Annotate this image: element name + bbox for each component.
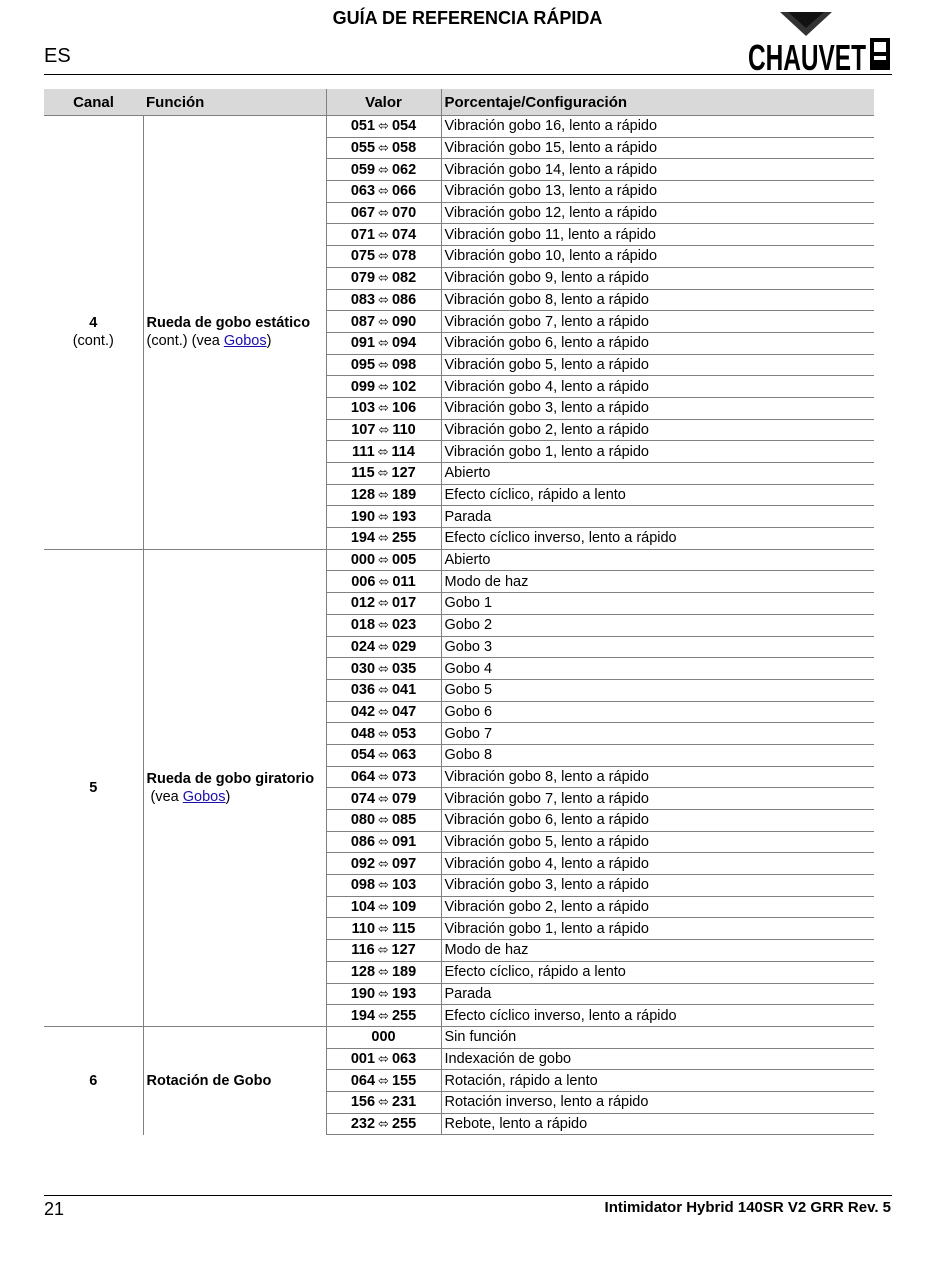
setting-description: Sin función: [441, 1026, 874, 1048]
setting-description: Efecto cíclico inverso, lento a rápido: [441, 1005, 874, 1027]
value-from: 074: [350, 790, 376, 807]
dmx-value-range: [326, 354, 441, 376]
svg-text:CHAUVET: CHAUVET: [748, 37, 866, 78]
range-arrow-icon: ⬄: [378, 1050, 389, 1066]
function-name: Rotación de Gobo: [146, 1072, 272, 1089]
value-to: 066: [391, 183, 417, 200]
value-from: 006: [351, 573, 376, 590]
value-to: 189: [391, 487, 417, 504]
value-to: 063: [391, 1050, 417, 1067]
value-from: 067: [350, 205, 376, 222]
chauvet-dj-logo: [748, 10, 894, 78]
dmx-value-range: [326, 983, 441, 1005]
value-from: 024: [350, 638, 376, 655]
value-from: 128: [350, 964, 376, 981]
dmx-value-range: [326, 463, 441, 485]
table-row: [44, 1026, 874, 1048]
document-title: Intimidator Hybrid 140SR V2 GRR Rev. 5: [604, 1199, 891, 1216]
range-arrow-icon: ⬄: [378, 335, 389, 351]
range-arrow-icon: ⬄: [378, 226, 389, 242]
value-from: 071: [350, 226, 376, 243]
setting-description: Vibración gobo 7, lento a rápido: [441, 788, 874, 810]
dmx-value-range: [326, 940, 441, 962]
dmx-value-range: [326, 332, 441, 354]
value-from: 083: [350, 291, 376, 308]
value-to: 079: [391, 790, 417, 807]
value-from: 051: [350, 118, 376, 135]
dmx-value-range: [326, 679, 441, 701]
channel-cell: [44, 116, 143, 550]
value-to: 115: [391, 920, 416, 937]
table-row: [44, 549, 874, 571]
value-from: 111: [352, 443, 375, 460]
setting-description: Vibración gobo 12, lento a rápido: [441, 202, 874, 224]
dmx-value-range: [326, 658, 441, 680]
value-from: 000: [371, 1029, 396, 1046]
value-to: 106: [391, 400, 417, 417]
channel-number: 4: [89, 315, 98, 332]
setting-description: Efecto cíclico, rápido a lento: [441, 484, 874, 506]
setting-description: Parada: [441, 983, 874, 1005]
range-arrow-icon: ⬄: [377, 443, 389, 459]
dmx-value-range: [326, 246, 441, 268]
value-to: 193: [391, 985, 417, 1002]
dmx-value-range: [326, 788, 441, 810]
setting-description: Vibración gobo 2, lento a rápido: [441, 896, 874, 918]
range-arrow-icon: ⬄: [378, 660, 389, 676]
range-arrow-icon: ⬄: [377, 465, 389, 481]
function-cell: [143, 549, 326, 1026]
table-header-row: [44, 89, 874, 116]
setting-description: Vibración gobo 7, lento a rápido: [441, 311, 874, 333]
dmx-value-range: [326, 1026, 441, 1048]
range-arrow-icon: ⬄: [378, 530, 389, 546]
dmx-value-range: [326, 116, 441, 138]
range-arrow-icon: ⬄: [378, 812, 389, 828]
value-from: 098: [350, 877, 376, 894]
value-to: 063: [391, 747, 417, 764]
range-arrow-icon: ⬄: [378, 140, 389, 156]
value-from: 075: [350, 248, 376, 265]
range-arrow-icon: ⬄: [378, 1007, 389, 1023]
dmx-value-range: [326, 918, 441, 940]
dmx-value-range: [326, 528, 441, 550]
value-from: 064: [350, 768, 376, 785]
setting-description: Gobo 5: [441, 679, 874, 701]
value-from: 012: [350, 595, 376, 612]
value-to: 023: [391, 617, 417, 634]
dmx-value-range: [326, 810, 441, 832]
range-arrow-icon: ⬄: [377, 942, 389, 958]
value-from: 087: [350, 313, 376, 330]
function-note-end: ): [225, 788, 231, 805]
setting-description: Gobo 3: [441, 636, 874, 658]
value-to: 127: [391, 942, 416, 959]
dmx-value-range: [326, 593, 441, 615]
range-arrow-icon: ⬄: [378, 313, 389, 329]
setting-description: Vibración gobo 1, lento a rápido: [441, 918, 874, 940]
value-to: 098: [391, 356, 417, 373]
range-arrow-icon: ⬄: [378, 790, 389, 806]
value-to: 011: [392, 573, 416, 590]
setting-description: Vibración gobo 2, lento a rápido: [441, 419, 874, 441]
page-number: 21: [44, 1199, 65, 1219]
gobos-link[interactable]: Gobos: [223, 333, 267, 350]
dmx-value-range: [326, 1113, 441, 1135]
setting-description: Vibración gobo 16, lento a rápido: [441, 116, 874, 138]
value-from: 018: [350, 617, 376, 634]
range-arrow-icon: ⬄: [378, 638, 389, 654]
value-to: 029: [391, 638, 417, 655]
setting-description: Gobo 1: [441, 593, 874, 615]
value-to: 017: [391, 595, 417, 612]
value-to: 035: [391, 660, 417, 677]
value-to: 062: [391, 161, 417, 178]
range-arrow-icon: ⬄: [378, 573, 390, 589]
range-arrow-icon: ⬄: [378, 508, 389, 524]
range-arrow-icon: ⬄: [378, 617, 389, 633]
range-arrow-icon: ⬄: [378, 205, 389, 221]
footer-rule: [44, 1195, 892, 1196]
value-to: 085: [391, 812, 417, 829]
value-to: 091: [391, 834, 417, 851]
dmx-value-range: [326, 484, 441, 506]
value-from: 055: [350, 140, 376, 157]
dmx-value-range: [326, 961, 441, 983]
value-to: 114: [391, 443, 415, 460]
setting-description: Vibración gobo 15, lento a rápido: [441, 137, 874, 159]
value-to: 155: [391, 1072, 417, 1089]
value-from: 091: [350, 335, 376, 352]
setting-description: Vibración gobo 8, lento a rápido: [441, 766, 874, 788]
language-code: ES: [44, 45, 71, 67]
setting-description: Modo de haz: [441, 940, 874, 962]
value-to: 086: [391, 291, 417, 308]
channel-cell: [44, 549, 143, 1026]
value-from: 054: [350, 747, 376, 764]
dmx-value-range: [326, 311, 441, 333]
range-arrow-icon: ⬄: [378, 1072, 389, 1088]
setting-description: Vibración gobo 10, lento a rápido: [441, 246, 874, 268]
function-note-end: ): [266, 333, 272, 350]
value-to: 070: [391, 205, 417, 222]
dmx-value-range: [326, 159, 441, 181]
range-arrow-icon: ⬄: [378, 920, 389, 936]
range-arrow-icon: ⬄: [378, 248, 389, 264]
value-from: 107: [351, 421, 376, 438]
dmx-value-range: [326, 181, 441, 203]
value-from: 080: [350, 812, 376, 829]
function-note: (cont.) (vea: [146, 333, 224, 350]
range-arrow-icon: ⬄: [378, 1094, 389, 1110]
value-from: 194: [350, 1007, 376, 1024]
setting-description: Efecto cíclico, rápido a lento: [441, 961, 874, 983]
channel-note: (cont.): [72, 333, 114, 350]
value-from: 079: [350, 270, 376, 287]
setting-description: Vibración gobo 13, lento a rápido: [441, 181, 874, 203]
range-arrow-icon: ⬄: [378, 291, 389, 307]
dmx-channel-table: [44, 89, 874, 1135]
dmx-value-range: [326, 831, 441, 853]
range-arrow-icon: ⬄: [378, 552, 389, 568]
dmx-value-range: [326, 744, 441, 766]
setting-description: Gobo 2: [441, 614, 874, 636]
function-name: Rueda de gobo estático: [146, 315, 311, 332]
dmx-value-range: [326, 419, 441, 441]
dmx-value-range: [326, 1005, 441, 1027]
value-from: 128: [350, 487, 376, 504]
value-from: 190: [350, 508, 376, 525]
dmx-value-range: [326, 549, 441, 571]
dmx-value-range: [326, 853, 441, 875]
range-arrow-icon: ⬄: [378, 747, 389, 763]
gobos-link[interactable]: Gobos: [182, 788, 226, 805]
dmx-value-range: [326, 441, 441, 463]
range-arrow-icon: ⬄: [378, 725, 389, 741]
setting-description: Indexación de gobo: [441, 1048, 874, 1070]
table-row: [44, 116, 874, 138]
header-rule: [44, 74, 892, 75]
setting-description: Vibración gobo 4, lento a rápido: [441, 376, 874, 398]
value-to: 255: [391, 1115, 417, 1132]
dmx-value-range: [326, 376, 441, 398]
value-from: 036: [350, 682, 376, 699]
value-to: 074: [391, 226, 417, 243]
range-arrow-icon: ⬄: [378, 378, 389, 394]
value-from: 190: [350, 985, 376, 1002]
value-to: 053: [391, 725, 417, 742]
range-arrow-icon: ⬄: [378, 985, 389, 1001]
value-from: 115: [351, 465, 375, 482]
dmx-value-range: [326, 1070, 441, 1092]
value-from: 042: [350, 703, 376, 720]
setting-description: Vibración gobo 6, lento a rápido: [441, 332, 874, 354]
dmx-value-range: [326, 137, 441, 159]
value-to: 231: [391, 1094, 417, 1111]
range-arrow-icon: ⬄: [378, 834, 389, 850]
setting-description: Vibración gobo 5, lento a rápido: [441, 354, 874, 376]
dmx-value-range: [326, 571, 441, 593]
value-to: 102: [391, 378, 417, 395]
setting-description: Rotación, rápido a lento: [441, 1070, 874, 1092]
column-header-canal: Canal: [44, 89, 143, 116]
dmx-value-range: [326, 766, 441, 788]
setting-description: Vibración gobo 5, lento a rápido: [441, 831, 874, 853]
dmx-value-range: [326, 202, 441, 224]
range-arrow-icon: ⬄: [378, 118, 389, 134]
range-arrow-icon: ⬄: [378, 855, 389, 871]
value-to: 005: [391, 552, 417, 569]
function-cell: [143, 1026, 326, 1134]
range-arrow-icon: ⬄: [378, 703, 389, 719]
setting-description: Modo de haz: [441, 571, 874, 593]
value-to: 073: [391, 768, 417, 785]
value-to: 255: [391, 1007, 417, 1024]
range-arrow-icon: ⬄: [378, 899, 389, 915]
function-cell: [143, 116, 326, 550]
value-to: 058: [391, 140, 417, 157]
value-to: 189: [391, 964, 417, 981]
value-from: 232: [350, 1115, 376, 1132]
function-note: (vea: [146, 788, 183, 805]
value-to: 041: [391, 682, 417, 699]
column-header-valor: Valor: [326, 89, 441, 116]
channel-cell: [44, 1026, 143, 1134]
dmx-value-range: [326, 1091, 441, 1113]
setting-description: Vibración gobo 14, lento a rápido: [441, 159, 874, 181]
setting-description: Gobo 7: [441, 723, 874, 745]
range-arrow-icon: ⬄: [378, 421, 390, 437]
value-to: 255: [391, 530, 417, 547]
value-from: 063: [350, 183, 376, 200]
dmx-value-range: [326, 1048, 441, 1070]
setting-description: Gobo 6: [441, 701, 874, 723]
range-arrow-icon: ⬄: [378, 964, 389, 980]
setting-description: Abierto: [441, 549, 874, 571]
value-to: 094: [391, 335, 417, 352]
setting-description: Vibración gobo 4, lento a rápido: [441, 853, 874, 875]
value-to: 078: [391, 248, 417, 265]
value-from: 030: [350, 660, 376, 677]
value-to: 110: [392, 421, 416, 438]
value-from: 092: [350, 855, 376, 872]
range-arrow-icon: ⬄: [378, 682, 389, 698]
value-from: 110: [351, 920, 376, 937]
dmx-value-range: [326, 636, 441, 658]
value-from: 064: [350, 1072, 376, 1089]
setting-description: Rebote, lento a rápido: [441, 1113, 874, 1135]
value-to: 109: [391, 899, 417, 916]
value-to: 082: [391, 270, 417, 287]
value-from: 156: [350, 1094, 376, 1111]
range-arrow-icon: ⬄: [378, 400, 389, 416]
range-arrow-icon: ⬄: [378, 161, 389, 177]
setting-description: Parada: [441, 506, 874, 528]
dmx-value-range: [326, 267, 441, 289]
value-from: 086: [350, 834, 376, 851]
range-arrow-icon: ⬄: [378, 595, 389, 611]
value-to: 054: [391, 118, 417, 135]
setting-description: Vibración gobo 3, lento a rápido: [441, 397, 874, 419]
value-to: 097: [391, 855, 417, 872]
setting-description: Efecto cíclico inverso, lento a rápido: [441, 528, 874, 550]
dmx-value-range: [326, 875, 441, 897]
column-header-funcion: Función: [143, 89, 326, 116]
setting-description: Vibración gobo 6, lento a rápido: [441, 810, 874, 832]
setting-description: Vibración gobo 11, lento a rápido: [441, 224, 874, 246]
range-arrow-icon: ⬄: [378, 183, 389, 199]
value-to: 127: [391, 465, 416, 482]
range-arrow-icon: ⬄: [378, 1115, 389, 1131]
dmx-value-range: [326, 224, 441, 246]
range-arrow-icon: ⬄: [378, 356, 389, 372]
dmx-value-range: [326, 397, 441, 419]
value-from: 001: [350, 1050, 376, 1067]
setting-description: Gobo 8: [441, 744, 874, 766]
value-from: 000: [350, 552, 376, 569]
range-arrow-icon: ⬄: [378, 877, 389, 893]
dmx-value-range: [326, 614, 441, 636]
column-header-porcentaje: Porcentaje/Configuración: [441, 89, 874, 116]
setting-description: Vibración gobo 3, lento a rápido: [441, 875, 874, 897]
value-to: 193: [391, 508, 417, 525]
dmx-value-range: [326, 289, 441, 311]
value-from: 194: [350, 530, 376, 547]
dmx-value-range: [326, 723, 441, 745]
function-name: Rueda de gobo giratorio: [146, 770, 315, 787]
range-arrow-icon: ⬄: [378, 270, 389, 286]
value-from: 103: [350, 400, 376, 417]
value-to: 047: [391, 703, 417, 720]
value-from: 095: [350, 356, 376, 373]
value-from: 059: [350, 161, 376, 178]
value-from: 048: [350, 725, 376, 742]
setting-description: Gobo 4: [441, 658, 874, 680]
setting-description: Rotación inverso, lento a rápido: [441, 1091, 874, 1113]
page-title: GUÍA DE REFERENCIA RÁPIDA: [332, 8, 603, 28]
channel-number: 5: [89, 779, 98, 796]
value-from: 116: [351, 942, 375, 959]
value-from: 099: [350, 378, 376, 395]
setting-description: Vibración gobo 8, lento a rápido: [441, 289, 874, 311]
value-to: 103: [391, 877, 417, 894]
channel-number: 6: [89, 1072, 98, 1089]
setting-description: Vibración gobo 1, lento a rápido: [441, 441, 874, 463]
dmx-value-range: [326, 506, 441, 528]
setting-description: Abierto: [441, 463, 874, 485]
dmx-value-range: [326, 896, 441, 918]
dmx-value-range: [326, 701, 441, 723]
value-from: 104: [350, 899, 376, 916]
setting-description: Vibración gobo 9, lento a rápido: [441, 267, 874, 289]
range-arrow-icon: ⬄: [378, 487, 389, 503]
value-to: 090: [391, 313, 417, 330]
range-arrow-icon: ⬄: [378, 768, 389, 784]
